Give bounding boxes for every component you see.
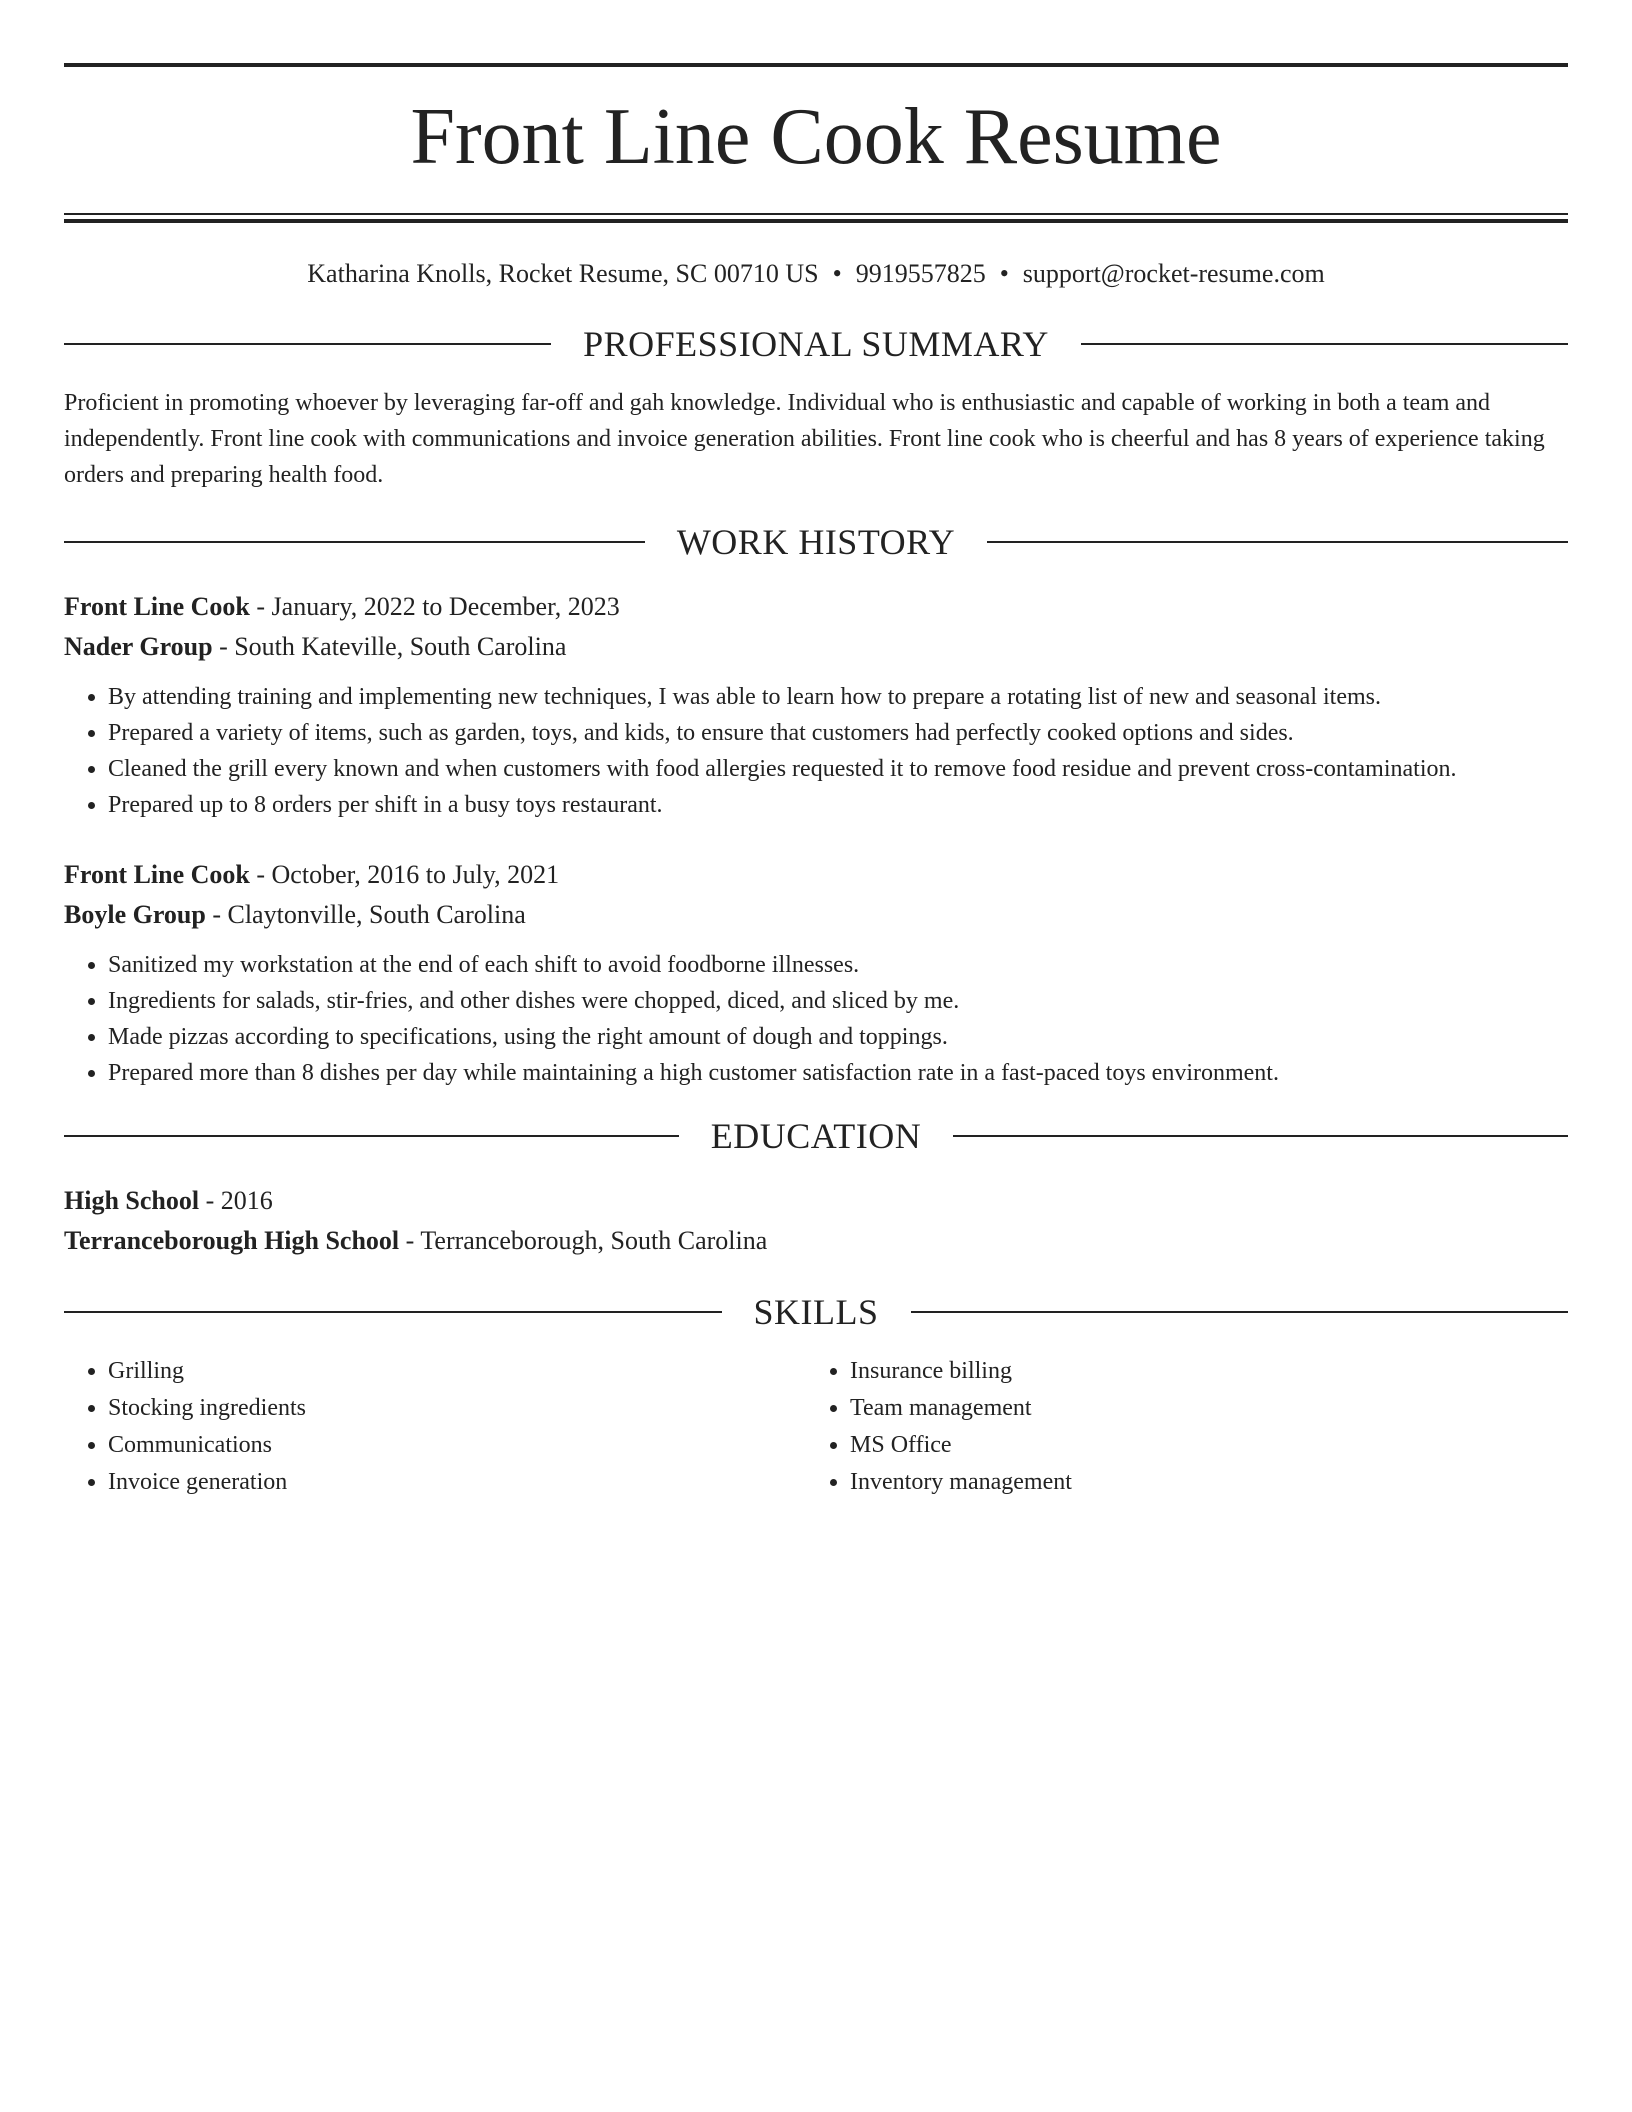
section-heading-summary <box>64 321 1568 367</box>
list-item: • Insurance billing <box>850 1353 1548 1390</box>
job-duties <box>64 947 1568 1091</box>
section-title: PROFESSIONAL SUMMARY <box>583 324 1049 364</box>
education-degree: High School <box>64 1186 200 1215</box>
list-item: • Prepared up to 8 orders per shift in a busy toys restaurant. <box>108 787 1568 823</box>
section-heading-work <box>64 519 1568 565</box>
heading-rule-left <box>64 1135 679 1137</box>
section-title: EDUCATION <box>710 1116 922 1156</box>
job-title-line <box>64 855 1568 895</box>
list-item: • Stocking ingredients <box>108 1390 806 1427</box>
heading-rule-left <box>64 343 551 345</box>
job-location: - Claytonville, South Carolina <box>205 900 526 929</box>
contact-phone: 9919557825 <box>855 259 986 288</box>
list-item: • Prepared a variety of items, such as garden, toys, and kids, to ensure that customers had perfectly cooked options and sides. <box>108 715 1568 751</box>
education-location: - Terranceborough, South Carolina <box>399 1226 768 1255</box>
contact-address: Katharina Knolls, Rocket Resume, SC 00710 US <box>307 259 819 288</box>
list-item: • Ingredients for salads, stir-fries, and other dishes were chopped, diced, and sliced by me. <box>108 983 1568 1019</box>
education-degree-line <box>64 1181 1568 1221</box>
education-entry <box>64 1181 1568 1261</box>
job-title: Front Line Cook <box>64 592 250 621</box>
job-company-line <box>64 895 1568 935</box>
list-item: • Team management <box>850 1390 1548 1427</box>
heading-rule-left <box>64 1311 722 1313</box>
list-item: • Cleaned the grill every known and when customers with food allergies requested it to remove food residue and prevent cross-contamination. <box>108 751 1568 787</box>
list-item: • Communications <box>108 1427 806 1464</box>
contact-separator: • <box>999 259 1009 288</box>
job-location: - South Kateville, South Carolina <box>212 632 567 661</box>
title-double-rule <box>64 213 1568 223</box>
skills-column-left <box>64 1353 806 1501</box>
list-item: • Grilling <box>108 1353 806 1390</box>
list-item: • Inventory management <box>850 1464 1548 1501</box>
summary-text: Proficient in promoting whoever by leveraging far-off and gah knowledge. Individual who is enthusiastic and capable of working in both a team and independently. Front line cook with communications and invoice generation abilities. Front line cook who is cheerful and has 8 years of experience taking orders and preparing health food. <box>64 390 1545 488</box>
list-item: • By attending training and implementing new techniques, I was able to learn how to prepare a rotating list of new and seasonal items. <box>108 679 1568 715</box>
list-item: • Prepared more than 8 dishes per day while maintaining a high customer satisfaction rate in a fast-paced toys environment. <box>108 1055 1568 1091</box>
contact-line <box>64 257 1568 291</box>
resume-page <box>64 0 1568 1501</box>
job-company: Boyle Group <box>64 900 206 929</box>
section-title: SKILLS <box>753 1292 879 1332</box>
job-duties <box>64 679 1568 823</box>
heading-rule-left <box>64 541 645 543</box>
list-item: • Made pizzas according to specifications, using the right amount of dough and toppings. <box>108 1019 1568 1055</box>
job-company-line <box>64 627 1568 667</box>
skills-grid <box>64 1353 1568 1501</box>
job-entry <box>64 587 1568 823</box>
contact-separator: • <box>832 259 842 288</box>
section-heading-skills <box>64 1289 1568 1335</box>
job-dates: - October, 2016 to July, 2021 <box>249 860 560 889</box>
list-item: • Invoice generation <box>108 1464 806 1501</box>
page-title: Front Line Cook Resume <box>410 93 1222 181</box>
job-title-line <box>64 587 1568 627</box>
education-school: Terranceborough High School <box>64 1226 400 1255</box>
list-item: • MS Office <box>850 1427 1548 1464</box>
education-school-line <box>64 1221 1568 1261</box>
job-dates: - January, 2022 to December, 2023 <box>249 592 620 621</box>
heading-rule-right <box>1081 343 1568 345</box>
job-title: Front Line Cook <box>64 860 250 889</box>
heading-rule-right <box>953 1135 1568 1137</box>
heading-rule-right <box>911 1311 1569 1313</box>
job-company: Nader Group <box>64 632 213 661</box>
list-item: • Sanitized my workstation at the end of each shift to avoid foodborne illnesses. <box>108 947 1568 983</box>
section-title: WORK HISTORY <box>676 522 956 562</box>
education-year: - 2016 <box>199 1186 273 1215</box>
section-heading-education <box>64 1113 1568 1159</box>
skills-column-right <box>806 1353 1548 1501</box>
contact-email: support@rocket-resume.com <box>1022 259 1325 288</box>
job-entry <box>64 855 1568 1091</box>
heading-rule-right <box>987 541 1568 543</box>
